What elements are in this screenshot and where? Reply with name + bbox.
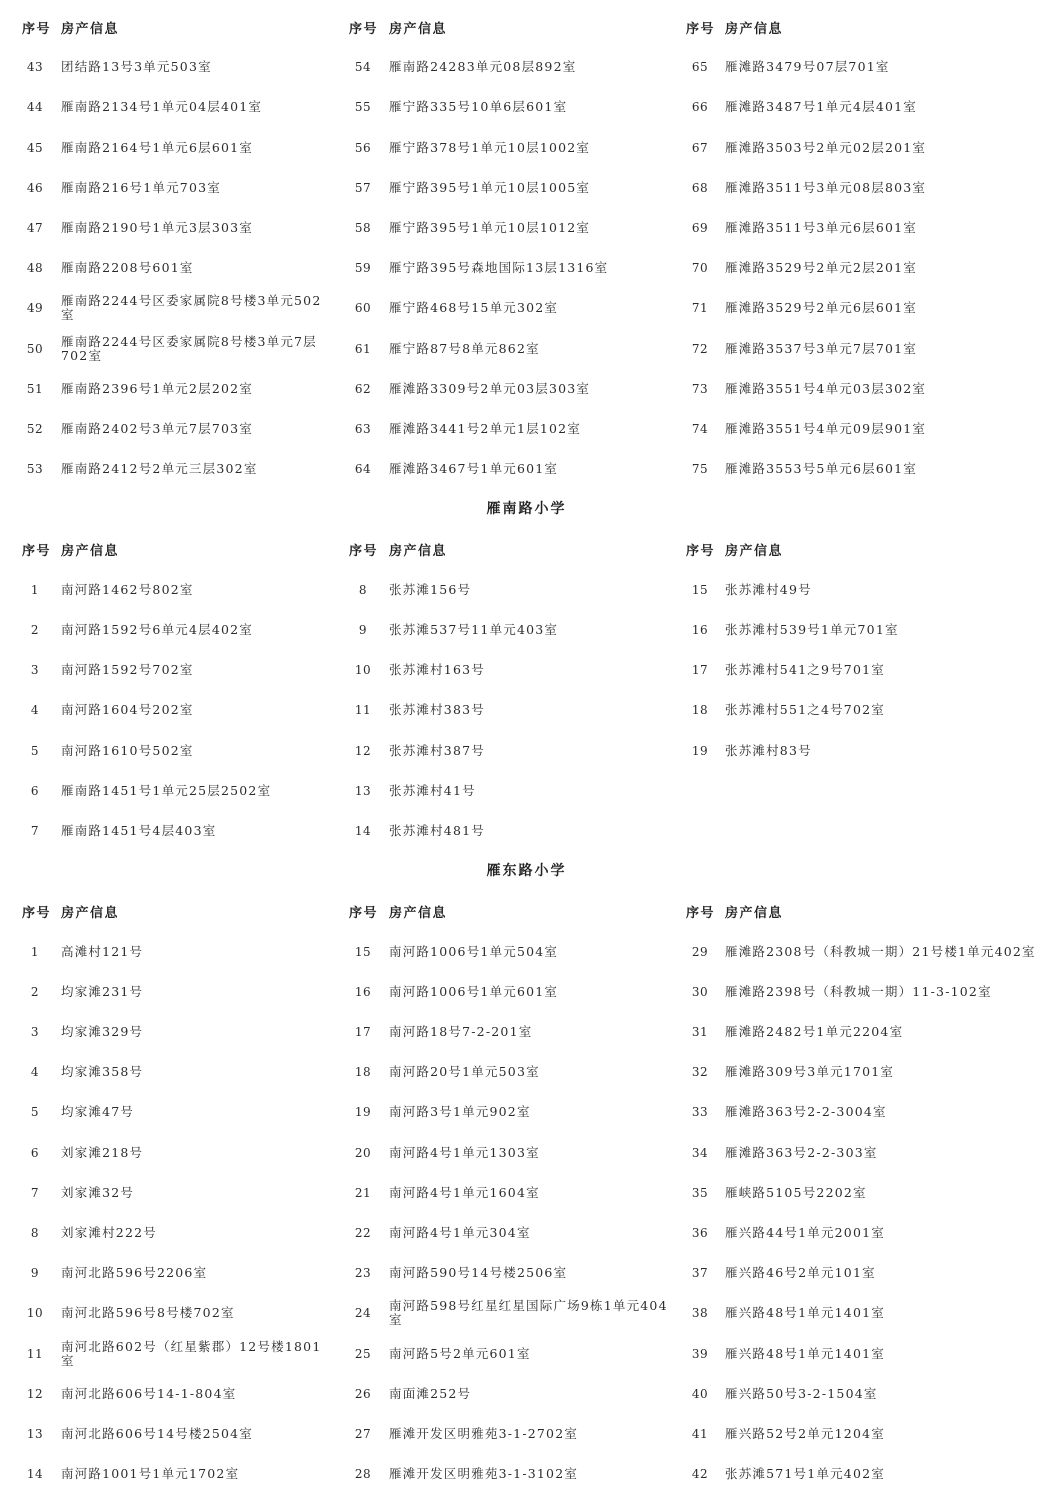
row-number: 43	[26, 60, 44, 75]
table-row	[0, 47, 1053, 87]
column-header-property-info: 房产信息	[61, 21, 120, 37]
property-info: 雁宁路468号15单元302室	[389, 300, 559, 316]
property-info: 雁滩路3537号3单元7层701室	[725, 340, 917, 356]
property-info: 张苏滩村481号	[389, 823, 485, 838]
row-number: 35	[691, 1185, 709, 1200]
row-number: 1	[30, 582, 40, 597]
row-number: 7	[30, 824, 40, 838]
row-number: 12	[354, 743, 372, 758]
row-number: 2	[30, 984, 40, 999]
property-info: 南河北路602号（红星紫郡）12号楼1801室	[61, 1338, 322, 1368]
row-number: 1	[30, 944, 40, 959]
row-number: 8	[358, 582, 368, 597]
row-number: 55	[354, 100, 372, 115]
row-number: 16	[691, 623, 709, 637]
property-info: 雁南路2244号区委家属院8号楼3单元7层702室	[61, 333, 317, 363]
row-number: 33	[691, 1105, 709, 1120]
column-header-number: 序号	[686, 21, 716, 37]
property-info: 雁兴路48号1单元1401室	[725, 1305, 885, 1321]
row-number: 5	[30, 1105, 40, 1120]
property-info: 雁滩路309号3单元1701室	[725, 1064, 895, 1080]
property-info: 南河路1592号6单元4层402室	[61, 622, 253, 637]
row-number: 14	[26, 1467, 44, 1482]
row-number: 31	[691, 1025, 709, 1039]
property-info: 南面滩252号	[389, 1385, 472, 1401]
property-info: 南河路590号14号楼2506室	[389, 1265, 568, 1281]
row-number: 29	[691, 944, 709, 959]
row-number: 66	[691, 100, 709, 115]
column-header-property-info: 房产信息	[61, 905, 120, 921]
row-number: 48	[26, 261, 44, 276]
property-info: 雁滩路3467号1单元601室	[389, 461, 559, 477]
property-info: 雁南路1451号4层403室	[61, 823, 217, 838]
table-row	[0, 1253, 1053, 1293]
property-info: 南河路1006号1单元601室	[389, 983, 559, 999]
property-info: 雁滩开发区明雅苑3-1-3102室	[389, 1466, 579, 1482]
property-info: 雁兴路46号2单元101室	[725, 1265, 876, 1281]
row-number: 25	[354, 1346, 372, 1361]
property-info: 雁南路2396号1单元2层202室	[61, 380, 253, 396]
property-info: 雁南路216号1单元703室	[61, 179, 221, 195]
row-number: 27	[354, 1427, 372, 1441]
row-number: 10	[354, 663, 372, 678]
property-info: 雁兴路44号1单元2001室	[725, 1225, 885, 1240]
row-number: 3	[30, 1025, 40, 1039]
property-info: 南河路20号1单元503室	[389, 1064, 540, 1080]
table-header-row	[0, 7, 1053, 47]
row-number: 50	[26, 341, 44, 356]
row-number: 47	[26, 221, 44, 235]
row-number: 69	[691, 221, 709, 235]
property-info: 雁南路2190号1单元3层303室	[61, 220, 253, 235]
table-row	[0, 329, 1053, 369]
property-info: 雁宁路395号森地国际13层1316室	[389, 260, 609, 276]
property-info: 高滩村121号	[61, 943, 144, 959]
property-info: 张苏滩村41号	[389, 782, 476, 798]
table-row	[0, 288, 1053, 328]
row-number: 19	[691, 743, 709, 758]
row-number: 28	[354, 1467, 372, 1482]
property-info: 南河路18号7-2-201室	[389, 1024, 533, 1039]
property-info: 南河路1462号802室	[61, 581, 194, 597]
column-header-number: 序号	[686, 544, 716, 560]
table-row	[0, 610, 1053, 650]
row-number: 74	[691, 422, 709, 436]
table-row	[0, 731, 1053, 771]
property-info: 雁南路2164号1单元6层601室	[61, 139, 253, 155]
property-info: 张苏滩村163号	[389, 662, 485, 678]
row-number: 7	[30, 1185, 40, 1200]
property-info: 雁滩路3479号07层701室	[725, 59, 890, 75]
row-number: 19	[354, 1105, 372, 1120]
property-info: 雁宁路87号8单元862室	[389, 340, 540, 356]
property-info: 团结路13号3单元503室	[61, 59, 212, 75]
table-row	[0, 449, 1053, 489]
property-info: 南河路4号1单元1303室	[389, 1144, 540, 1160]
row-number: 34	[691, 1145, 709, 1160]
row-number: 20	[354, 1145, 372, 1160]
property-info: 雁南路2208号601室	[61, 260, 194, 276]
row-number: 23	[354, 1266, 372, 1281]
property-info: 雁滩路3511号3单元6层601室	[725, 220, 917, 235]
row-number: 38	[691, 1306, 709, 1321]
row-number: 6	[30, 783, 40, 798]
property-info: 雁滩路3441号2单元1层102室	[389, 421, 581, 436]
table-row	[0, 128, 1053, 168]
property-info: 雁南路2134号1单元04层401室	[61, 99, 263, 115]
row-number: 75	[691, 462, 709, 477]
row-number: 41	[691, 1427, 709, 1441]
column-header-property-info: 房产信息	[389, 21, 448, 37]
row-number: 2	[30, 623, 40, 637]
property-info: 刘家滩村222号	[61, 1225, 157, 1240]
table-row	[0, 208, 1053, 248]
row-number: 6	[30, 1145, 40, 1160]
property-info: 雁滩路3529号2单元6层601室	[725, 300, 917, 316]
row-number: 58	[354, 221, 372, 235]
property-info: 雁南路2402号3单元7层703室	[61, 421, 253, 436]
row-number: 15	[691, 582, 709, 597]
row-number: 36	[691, 1226, 709, 1240]
property-info: 张苏滩村49号	[725, 581, 812, 597]
row-number: 17	[354, 1025, 372, 1039]
property-info: 雁滩路3553号5单元6层601室	[725, 461, 917, 477]
property-info: 张苏滩村541之9号701室	[725, 662, 885, 678]
row-number: 11	[354, 703, 372, 718]
table-row	[0, 168, 1053, 208]
row-number: 70	[691, 261, 709, 276]
row-number: 67	[691, 140, 709, 155]
column-header-property-info: 房产信息	[725, 544, 784, 560]
row-number: 24	[354, 1306, 372, 1321]
row-number: 49	[26, 301, 44, 316]
table-row	[0, 932, 1053, 972]
table-row	[0, 1173, 1053, 1213]
row-number: 40	[691, 1386, 709, 1401]
table-row	[0, 1293, 1053, 1333]
property-info: 均家滩231号	[61, 983, 144, 999]
table-row	[0, 1213, 1053, 1253]
property-info: 南河路4号1单元304室	[389, 1225, 531, 1240]
row-number: 26	[354, 1386, 372, 1401]
row-number: 17	[691, 663, 709, 678]
property-info: 雁滩路3529号2单元2层201室	[725, 260, 917, 276]
table-row	[0, 248, 1053, 288]
property-info: 张苏滩571号1单元402室	[725, 1466, 885, 1482]
row-number: 46	[26, 180, 44, 195]
property-info: 南河北路596号8号楼702室	[61, 1305, 235, 1321]
row-number: 60	[354, 301, 372, 316]
column-header-number: 序号	[22, 544, 52, 560]
property-info: 雁滩路3487号1单元4层401室	[725, 99, 917, 115]
property-info: 均家滩329号	[61, 1024, 144, 1039]
row-number: 22	[354, 1226, 372, 1240]
table-row	[0, 369, 1053, 409]
property-info: 雁峡路5105号2202室	[725, 1184, 867, 1200]
row-number: 73	[691, 381, 709, 396]
row-number: 18	[354, 1065, 372, 1080]
row-number: 37	[691, 1266, 709, 1281]
row-number: 51	[26, 381, 44, 396]
row-number: 61	[354, 341, 372, 356]
property-info: 雁宁路335号10单6层601室	[389, 99, 568, 115]
property-info: 雁滩路3503号2单元02层201室	[725, 139, 927, 155]
row-number: 30	[691, 984, 709, 999]
table-row	[0, 1052, 1053, 1092]
table-row	[0, 1374, 1053, 1414]
table-header-row	[0, 891, 1053, 931]
property-info: 雁滩路3309号2单元03层303室	[389, 380, 591, 396]
row-number: 21	[354, 1185, 372, 1200]
property-info: 雁宁路395号1单元10层1012室	[389, 220, 591, 235]
property-info: 刘家滩218号	[61, 1144, 144, 1160]
column-header-property-info: 房产信息	[725, 905, 784, 921]
row-number: 12	[26, 1386, 44, 1401]
table-row	[0, 650, 1053, 690]
property-info: 均家滩47号	[61, 1104, 135, 1120]
column-header-number: 序号	[349, 544, 379, 560]
property-info: 张苏滩村383号	[389, 702, 485, 718]
table-row	[0, 1092, 1053, 1132]
row-number: 8	[30, 1226, 40, 1240]
property-info: 雁滩路363号2-2-3004室	[725, 1104, 887, 1120]
row-number: 14	[354, 824, 372, 838]
row-number: 15	[354, 944, 372, 959]
table-row	[0, 811, 1053, 851]
column-header-number: 序号	[349, 905, 379, 921]
property-info: 刘家滩32号	[61, 1184, 135, 1200]
property-info: 南河路1592号702室	[61, 662, 194, 678]
property-info: 南河北路606号14-1-804室	[61, 1385, 237, 1401]
property-info: 张苏滩537号11单元403室	[389, 622, 559, 637]
property-info: 雁南路2412号2单元三层302室	[61, 461, 258, 477]
column-header-property-info: 房产信息	[725, 21, 784, 37]
row-number: 57	[354, 180, 372, 195]
row-number: 3	[30, 663, 40, 678]
row-number: 13	[26, 1427, 44, 1441]
row-number: 63	[354, 422, 372, 436]
table-row	[0, 1012, 1053, 1052]
property-info: 雁滩路3511号3单元08层803室	[725, 179, 927, 195]
row-number: 5	[30, 743, 40, 758]
row-number: 54	[354, 60, 372, 75]
property-info: 雁滩开发区明雅苑3-1-2702室	[389, 1426, 579, 1441]
row-number: 9	[30, 1266, 40, 1281]
property-info: 南河路4号1单元1604室	[389, 1184, 540, 1200]
property-info: 张苏滩156号	[389, 581, 472, 597]
row-number: 32	[691, 1065, 709, 1080]
row-number: 53	[26, 462, 44, 477]
row-number: 9	[358, 623, 368, 637]
table-header-row	[0, 530, 1053, 570]
property-info: 张苏滩村83号	[725, 742, 812, 758]
row-number: 16	[354, 984, 372, 999]
property-info: 雁兴路48号1单元1401室	[725, 1345, 885, 1361]
row-number: 4	[30, 1065, 40, 1080]
row-number: 39	[691, 1346, 709, 1361]
property-info: 雁滩路2308号（科教城一期）21号楼1单元402室	[725, 943, 1036, 959]
property-info: 南河路1001号1单元1702室	[61, 1466, 240, 1482]
property-info: 南河路5号2单元601室	[389, 1345, 531, 1361]
property-info: 雁滩路363号2-2-303室	[725, 1144, 878, 1160]
row-number: 72	[691, 341, 709, 356]
property-info: 雁滩路2398号（科教城一期）11-3-102室	[725, 983, 992, 999]
property-info: 南河路1604号202室	[61, 702, 194, 718]
row-number: 11	[26, 1346, 44, 1361]
row-number: 64	[354, 462, 372, 477]
column-header-number: 序号	[22, 21, 52, 37]
row-number: 52	[26, 422, 44, 436]
table-row	[0, 1454, 1053, 1494]
property-info: 张苏滩村387号	[389, 742, 485, 758]
table-row	[0, 1334, 1053, 1374]
property-info: 南河路598号红星红星国际广场9栋1单元404室	[389, 1298, 668, 1328]
property-info: 雁宁路378号1单元10层1002室	[389, 139, 591, 155]
column-header-property-info: 房产信息	[389, 544, 448, 560]
table-row	[0, 1414, 1053, 1454]
table-row	[0, 570, 1053, 610]
row-number: 42	[691, 1467, 709, 1482]
column-header-number: 序号	[349, 21, 379, 37]
row-number: 65	[691, 60, 709, 75]
property-info: 南河路1006号1单元504室	[389, 943, 559, 959]
row-number: 4	[30, 703, 40, 718]
property-info: 雁兴路52号2单元1204室	[725, 1426, 885, 1441]
row-number: 10	[26, 1306, 44, 1321]
table-row	[0, 690, 1053, 730]
column-header-property-info: 房产信息	[61, 544, 120, 560]
property-info: 南河路1610号502室	[61, 742, 194, 758]
property-info: 均家滩358号	[61, 1064, 144, 1080]
property-info: 雁南路24283单元08层892室	[389, 59, 577, 75]
table-row	[0, 771, 1053, 811]
property-info: 雁南路1451号1单元25层2502室	[61, 782, 272, 798]
column-header-number: 序号	[686, 905, 716, 921]
row-number: 45	[26, 140, 44, 155]
row-number: 71	[691, 301, 709, 316]
property-info: 雁南路2244号区委家属院8号楼3单元502室	[61, 293, 322, 323]
row-number: 62	[354, 381, 372, 396]
row-number: 56	[354, 140, 372, 155]
property-info: 张苏滩村539号1单元701室	[725, 622, 899, 637]
column-header-number: 序号	[22, 905, 52, 921]
property-info: 南河北路606号14号楼2504室	[61, 1426, 253, 1441]
table-row	[0, 409, 1053, 449]
row-number: 18	[691, 703, 709, 718]
property-info: 雁滩路3551号4单元09层901室	[725, 421, 927, 436]
property-info: 南河北路596号2206室	[61, 1265, 208, 1281]
row-number: 44	[26, 100, 44, 115]
table-row	[0, 972, 1053, 1012]
property-info: 雁兴路50号3-2-1504室	[725, 1385, 878, 1401]
section-title: 雁东路小学	[486, 863, 567, 880]
section-title: 雁南路小学	[486, 501, 567, 518]
property-info: 雁滩路3551号4单元03层302室	[725, 380, 927, 396]
property-info: 雁宁路395号1单元10层1005室	[389, 179, 591, 195]
property-info: 张苏滩村551之4号702室	[725, 702, 885, 718]
row-number: 13	[354, 783, 372, 798]
property-info: 雁滩路2482号1单元2204室	[725, 1024, 904, 1039]
row-number: 59	[354, 261, 372, 276]
table-row	[0, 87, 1053, 127]
table-row	[0, 1133, 1053, 1173]
property-info: 南河路3号1单元902室	[389, 1104, 531, 1120]
row-number: 68	[691, 180, 709, 195]
column-header-property-info: 房产信息	[389, 905, 448, 921]
